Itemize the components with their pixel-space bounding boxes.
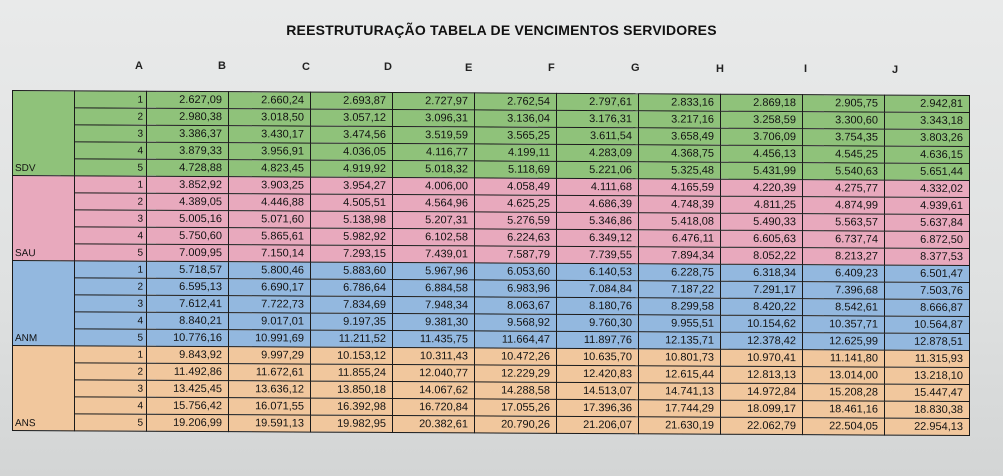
salary-cell-h: 4.456,13 <box>721 145 803 162</box>
salary-cell-h: 6.318,34 <box>721 264 803 281</box>
salary-cell-e: 10.472,26 <box>475 348 557 365</box>
salary-cell-b: 10.991,69 <box>229 330 311 347</box>
salary-cell-c: 7.293,15 <box>311 245 393 262</box>
level-cell: 3 <box>75 125 147 142</box>
salary-cell-a: 6.595,13 <box>147 278 229 295</box>
salary-cell-f: 7.739,55 <box>557 246 639 263</box>
salary-cell-c: 11.855,24 <box>311 364 393 381</box>
column-letter-b: B <box>218 60 226 73</box>
salary-cell-f: 9.760,30 <box>557 314 639 331</box>
salary-cell-d: 7.439,01 <box>393 245 475 262</box>
salary-cell-i: 4.275,77 <box>803 180 885 197</box>
salary-cell-f: 10.635,70 <box>557 348 639 365</box>
level-cell: 2 <box>75 278 147 295</box>
salary-cell-d: 11.435,75 <box>393 330 475 347</box>
salary-cell-j: 6.501,47 <box>885 265 970 282</box>
salary-cell-g: 12.615,44 <box>639 366 721 383</box>
salary-cell-d: 4.116,77 <box>393 143 475 160</box>
salary-cell-b: 16.071,55 <box>229 398 311 415</box>
salary-cell-i: 3.300,60 <box>803 112 885 129</box>
salary-cell-b: 7.150,14 <box>229 245 311 262</box>
salary-cell-g: 4.165,59 <box>639 179 721 196</box>
salary-cell-a: 3.879,33 <box>147 142 229 159</box>
salary-cell-e: 20.790,26 <box>475 416 557 433</box>
level-cell: 4 <box>75 397 147 414</box>
salary-table <box>12 90 970 436</box>
salary-cell-h: 7.291,17 <box>721 281 803 298</box>
salary-cell-d: 10.311,43 <box>393 347 475 364</box>
salary-cell-e: 11.664,47 <box>475 331 557 348</box>
salary-cell-b: 13.636,12 <box>229 381 311 398</box>
salary-cell-b: 3.430,17 <box>229 126 311 143</box>
salary-cell-g: 17.744,29 <box>639 400 721 417</box>
salary-cell-i: 4.874,99 <box>803 197 885 214</box>
salary-cell-e: 6.053,60 <box>475 263 557 280</box>
salary-cell-c: 11.211,52 <box>311 330 393 347</box>
table-row <box>13 414 970 436</box>
column-letter-i: I <box>804 63 808 76</box>
salary-cell-i: 13.014,00 <box>803 367 885 384</box>
salary-cell-a: 7.612,41 <box>147 295 229 312</box>
salary-cell-g: 9.955,51 <box>639 315 721 332</box>
salary-cell-f: 5.221,06 <box>557 161 639 178</box>
group-label-sdv: SDV <box>13 91 75 176</box>
salary-cell-d: 12.040,77 <box>393 364 475 381</box>
salary-cell-c: 5.982,92 <box>311 228 393 245</box>
salary-cell-c: 3.954,27 <box>311 177 393 194</box>
level-cell: 3 <box>75 380 147 397</box>
salary-cell-e: 8.063,67 <box>475 297 557 314</box>
salary-cell-c: 19.982,95 <box>311 415 393 432</box>
salary-cell-e: 14.288,58 <box>475 382 557 399</box>
salary-cell-d: 5.018,32 <box>393 160 475 177</box>
salary-cell-i: 18.461,16 <box>803 401 885 418</box>
salary-cell-i: 11.141,80 <box>803 350 885 367</box>
salary-cell-f: 17.396,36 <box>557 399 639 416</box>
salary-cell-i: 8.542,61 <box>803 299 885 316</box>
salary-cell-f: 6.140,53 <box>557 263 639 280</box>
salary-cell-c: 3.474,56 <box>311 126 393 143</box>
salary-cell-d: 16.720,84 <box>393 398 475 415</box>
salary-cell-j: 6.872,50 <box>885 231 970 248</box>
salary-cell-b: 3.956,91 <box>229 143 311 160</box>
salary-cell-d: 3.519,59 <box>393 126 475 143</box>
salary-cell-g: 7.894,34 <box>639 247 721 264</box>
salary-cell-c: 4.505,51 <box>311 194 393 211</box>
salary-cell-d: 3.096,31 <box>393 109 475 126</box>
salary-cell-j: 5.637,84 <box>885 214 970 231</box>
level-cell: 1 <box>75 346 147 363</box>
salary-cell-b: 4.823,45 <box>229 160 311 177</box>
level-cell: 4 <box>75 227 147 244</box>
salary-cell-d: 5.207,31 <box>393 211 475 228</box>
level-cell: 5 <box>75 159 147 176</box>
level-cell: 5 <box>75 329 147 346</box>
salary-cell-d: 4.006,00 <box>393 177 475 194</box>
salary-cell-h: 3.706,09 <box>721 128 803 145</box>
salary-cell-f: 3.611,54 <box>557 127 639 144</box>
level-cell: 5 <box>75 414 147 431</box>
salary-cell-d: 4.564,96 <box>393 194 475 211</box>
salary-cell-a: 8.840,21 <box>147 312 229 329</box>
salary-cell-b: 7.722,73 <box>229 296 311 313</box>
salary-cell-h: 4.811,25 <box>721 196 803 213</box>
salary-cell-d: 6.102,58 <box>393 228 475 245</box>
salary-cell-c: 3.057,12 <box>311 109 393 126</box>
salary-cell-a: 19.206,99 <box>147 414 229 431</box>
salary-cell-c: 2.693,87 <box>311 92 393 109</box>
salary-cell-i: 3.754,35 <box>803 129 885 146</box>
salary-cell-b: 11.672,61 <box>229 364 311 381</box>
salary-cell-e: 4.625,25 <box>475 195 557 212</box>
salary-cell-h: 6.605,63 <box>721 230 803 247</box>
salary-cell-g: 12.135,71 <box>639 332 721 349</box>
salary-cell-f: 7.084,84 <box>557 280 639 297</box>
salary-cell-j: 4.332,02 <box>885 180 970 197</box>
salary-cell-j: 2.942,81 <box>885 95 970 112</box>
salary-cell-e: 4.058,49 <box>475 178 557 195</box>
salary-cell-j: 18.830,38 <box>885 401 970 418</box>
group-label-sau: SAU <box>13 176 75 261</box>
salary-cell-i: 5.540,63 <box>803 163 885 180</box>
salary-cell-c: 4.919,92 <box>311 160 393 177</box>
column-letter-a: A <box>135 60 143 72</box>
salary-cell-e: 9.568,92 <box>475 314 557 331</box>
salary-cell-j: 5.651,44 <box>885 163 970 180</box>
column-letter-h: H <box>716 62 724 75</box>
salary-cell-a: 9.843,92 <box>147 346 229 363</box>
salary-cell-i: 7.396,68 <box>803 282 885 299</box>
salary-cell-a: 15.756,42 <box>147 397 229 414</box>
salary-cell-g: 5.418,08 <box>639 213 721 230</box>
salary-cell-d: 14.067,62 <box>393 381 475 398</box>
salary-cell-d: 20.382,61 <box>393 415 475 432</box>
salary-cell-b: 2.660,24 <box>229 92 311 109</box>
salary-cell-i: 6.737,74 <box>803 231 885 248</box>
salary-cell-a: 7.009,95 <box>147 244 229 261</box>
salary-cell-g: 5.325,48 <box>639 162 721 179</box>
salary-cell-j: 15.447,47 <box>885 384 970 401</box>
page-title: REESTRUTURAÇÃO TABELA DE VENCIMENTOS SERVIDORES <box>286 22 717 38</box>
salary-cell-j: 8.666,87 <box>885 299 970 316</box>
level-cell: 3 <box>75 210 147 227</box>
salary-cell-j: 12.878,51 <box>885 333 970 350</box>
salary-cell-e: 17.055,26 <box>475 399 557 416</box>
salary-cell-e: 3.565,25 <box>475 127 557 144</box>
salary-cell-h: 2.869,18 <box>721 94 803 111</box>
level-cell: 1 <box>75 91 147 108</box>
salary-cell-e: 6.224,63 <box>475 229 557 246</box>
salary-cell-a: 5.005,16 <box>147 210 229 227</box>
salary-cell-i: 10.357,71 <box>803 316 885 333</box>
salary-cell-h: 12.813,13 <box>721 366 803 383</box>
salary-cell-h: 5.431,99 <box>721 162 803 179</box>
salary-cell-h: 12.378,42 <box>721 332 803 349</box>
salary-cell-c: 16.392,98 <box>311 398 393 415</box>
salary-cell-j: 4.636,15 <box>885 146 970 163</box>
salary-cell-i: 8.213,27 <box>803 248 885 265</box>
salary-cell-f: 21.206,07 <box>557 416 639 433</box>
salary-cell-g: 3.658,49 <box>639 128 721 145</box>
salary-cell-f: 12.420,83 <box>557 365 639 382</box>
salary-cell-c: 6.786,64 <box>311 279 393 296</box>
level-cell: 3 <box>75 295 147 312</box>
salary-cell-h: 5.490,33 <box>721 213 803 230</box>
column-letter-header <box>0 60 1003 76</box>
salary-cell-a: 13.425,45 <box>147 380 229 397</box>
salary-cell-j: 8.377,53 <box>885 248 970 265</box>
level-cell: 2 <box>75 108 147 125</box>
salary-cell-e: 3.136,04 <box>475 110 557 127</box>
salary-cell-h: 10.970,41 <box>721 349 803 366</box>
salary-cell-b: 5.865,61 <box>229 228 311 245</box>
salary-cell-e: 12.229,29 <box>475 365 557 382</box>
salary-cell-f: 3.176,31 <box>557 110 639 127</box>
salary-cell-e: 2.762,54 <box>475 93 557 110</box>
salary-cell-j: 22.954,13 <box>885 418 970 435</box>
salary-cell-g: 7.187,22 <box>639 281 721 298</box>
salary-cell-g: 14.741,13 <box>639 383 721 400</box>
salary-cell-a: 5.750,60 <box>147 227 229 244</box>
salary-cell-j: 10.564,87 <box>885 316 970 333</box>
salary-cell-g: 6.476,11 <box>639 230 721 247</box>
salary-cell-b: 9.017,01 <box>229 313 311 330</box>
salary-cell-i: 12.625,99 <box>803 333 885 350</box>
group-label-anm: ANM <box>13 261 75 346</box>
group-label-ans: ANS <box>13 346 75 431</box>
salary-cell-d: 9.381,30 <box>393 313 475 330</box>
salary-cell-a: 10.776,16 <box>147 329 229 346</box>
salary-cell-h: 8.052,22 <box>721 247 803 264</box>
column-letter-f: F <box>548 62 555 74</box>
salary-cell-f: 5.346,86 <box>557 212 639 229</box>
salary-cell-a: 3.852,92 <box>147 176 229 193</box>
salary-cell-g: 6.228,75 <box>639 264 721 281</box>
salary-cell-b: 6.690,17 <box>229 279 311 296</box>
salary-cell-e: 5.276,59 <box>475 212 557 229</box>
salary-cell-i: 2.905,75 <box>803 95 885 112</box>
level-cell: 1 <box>75 261 147 278</box>
salary-cell-c: 10.153,12 <box>311 347 393 364</box>
salary-cell-j: 7.503,76 <box>885 282 970 299</box>
salary-cell-a: 11.492,86 <box>147 363 229 380</box>
salary-cell-c: 5.138,98 <box>311 211 393 228</box>
column-letter-g: G <box>631 62 640 75</box>
salary-cell-g: 21.630,19 <box>639 417 721 434</box>
salary-cell-f: 11.897,76 <box>557 331 639 348</box>
salary-cell-b: 5.071,60 <box>229 211 311 228</box>
salary-cell-e: 5.118,69 <box>475 161 557 178</box>
salary-cell-a: 3.386,37 <box>147 125 229 142</box>
salary-cell-j: 3.343,18 <box>885 112 970 129</box>
salary-cell-j: 11.315,93 <box>885 350 970 367</box>
level-cell: 1 <box>75 176 147 193</box>
salary-cell-h: 10.154,62 <box>721 315 803 332</box>
salary-cell-b: 3.018,50 <box>229 109 311 126</box>
salary-cell-d: 6.884,58 <box>393 279 475 296</box>
salary-cell-h: 3.258,59 <box>721 111 803 128</box>
salary-cell-f: 4.686,39 <box>557 195 639 212</box>
salary-cell-i: 4.545,25 <box>803 146 885 163</box>
salary-cell-h: 14.972,84 <box>721 383 803 400</box>
salary-cell-h: 18.099,17 <box>721 400 803 417</box>
column-letter-c: C <box>302 60 310 73</box>
salary-cell-b: 3.903,25 <box>229 177 311 194</box>
salary-cell-b: 4.446,88 <box>229 194 311 211</box>
column-letter-e: E <box>465 61 473 74</box>
salary-cell-h: 4.220,39 <box>721 179 803 196</box>
salary-cell-c: 9.197,35 <box>311 313 393 330</box>
salary-cell-g: 3.217,16 <box>639 111 721 128</box>
salary-cell-g: 8.299,58 <box>639 298 721 315</box>
salary-cell-g: 4.368,75 <box>639 145 721 162</box>
level-cell: 2 <box>75 193 147 210</box>
salary-cell-e: 6.983,96 <box>475 280 557 297</box>
salary-cell-f: 14.513,07 <box>557 382 639 399</box>
salary-cell-b: 5.800,46 <box>229 262 311 279</box>
salary-cell-i: 15.208,28 <box>803 384 885 401</box>
level-cell: 2 <box>75 363 147 380</box>
salary-cell-b: 19.591,13 <box>229 415 311 432</box>
salary-cell-f: 4.283,09 <box>557 144 639 161</box>
salary-cell-j: 13.218,10 <box>885 367 970 384</box>
salary-cell-g: 2.833,16 <box>639 94 721 111</box>
salary-cell-c: 7.834,69 <box>311 296 393 313</box>
salary-cell-d: 2.727,97 <box>393 92 475 109</box>
salary-cell-e: 7.587,79 <box>475 246 557 263</box>
salary-cell-j: 3.803,26 <box>885 129 970 146</box>
salary-cell-f: 8.180,76 <box>557 297 639 314</box>
level-cell: 4 <box>75 142 147 159</box>
salary-cell-a: 5.718,57 <box>147 261 229 278</box>
salary-cell-d: 7.948,34 <box>393 296 475 313</box>
salary-cell-d: 5.967,96 <box>393 262 475 279</box>
salary-cell-a: 4.728,88 <box>147 159 229 176</box>
salary-cell-b: 9.997,29 <box>229 347 311 364</box>
salary-cell-h: 8.420,22 <box>721 298 803 315</box>
salary-cell-g: 10.801,73 <box>639 349 721 366</box>
level-cell: 5 <box>75 244 147 261</box>
salary-cell-i: 22.504,05 <box>803 418 885 435</box>
salary-cell-a: 4.389,05 <box>147 193 229 210</box>
salary-cell-g: 4.748,39 <box>639 196 721 213</box>
column-letter-d: D <box>384 61 392 74</box>
salary-cell-a: 2.980,38 <box>147 108 229 125</box>
level-cell: 4 <box>75 312 147 329</box>
column-letter-j: J <box>892 63 899 76</box>
salary-cell-c: 5.883,60 <box>311 262 393 279</box>
salary-cell-c: 13.850,18 <box>311 381 393 398</box>
salary-cell-c: 4.036,05 <box>311 143 393 160</box>
salary-cell-f: 4.111,68 <box>557 178 639 195</box>
salary-cell-a: 2.627,09 <box>147 91 229 108</box>
salary-cell-j: 4.939,61 <box>885 197 970 214</box>
salary-cell-h: 22.062,79 <box>721 417 803 434</box>
salary-cell-f: 2.797,61 <box>557 93 639 110</box>
salary-cell-i: 6.409,23 <box>803 265 885 282</box>
salary-cell-i: 5.563,57 <box>803 214 885 231</box>
salary-cell-f: 6.349,12 <box>557 229 639 246</box>
salary-cell-e: 4.199,11 <box>475 144 557 161</box>
